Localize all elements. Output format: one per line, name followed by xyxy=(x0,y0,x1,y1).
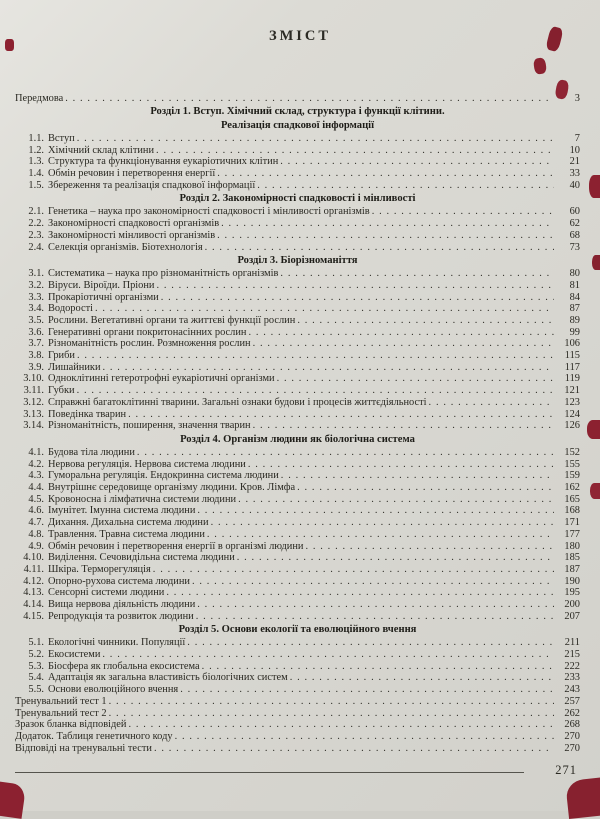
toc-entry-page: 152 xyxy=(564,446,580,458)
dot-leader xyxy=(137,447,554,459)
dot-leader xyxy=(180,684,554,696)
section-heading: Розділ 2. Закономірності спадковості і мінливості xyxy=(179,193,416,205)
toc-entry-number: 2.3. xyxy=(28,229,44,241)
toc-entry xyxy=(15,397,580,409)
toc-entry-title: Закономірності мінливості організмів xyxy=(48,229,216,241)
toc-entry xyxy=(15,93,580,105)
toc-entry-number: 4.8. xyxy=(28,528,44,540)
section-heading: Розділ 4. Організм людини як біологічна система xyxy=(180,433,415,445)
toc-entry-page: 168 xyxy=(564,505,580,517)
toc-entry-number: 3.9. xyxy=(28,361,44,373)
dot-leader xyxy=(153,564,554,576)
dot-leader xyxy=(217,168,554,180)
toc-entry-title: Кровоносна і лімфатична системи людини xyxy=(48,493,237,505)
toc-entry-title: Генеративні органи покритонасінних рослин xyxy=(48,326,247,338)
toc-entry-title: Передмова xyxy=(15,93,64,104)
toc-entry-title: Закономірності спадковості організмів xyxy=(48,218,220,230)
toc-entry xyxy=(15,168,580,180)
section-heading: Реалізація спадкової інформації xyxy=(220,119,375,131)
dot-leader xyxy=(202,661,554,673)
dot-leader xyxy=(65,93,554,105)
toc-entry xyxy=(15,470,580,482)
toc-entry xyxy=(15,743,580,755)
toc-entry xyxy=(15,206,580,218)
dot-leader xyxy=(128,719,554,731)
toc-entry-number: 4.10. xyxy=(23,552,44,564)
dot-leader xyxy=(109,696,554,708)
toc-entry-title: Внутрішнє середовище організму людини. Кров. Лімфа xyxy=(48,482,296,494)
toc-entry-number: 4.7. xyxy=(28,517,44,529)
toc-entry-page: 81 xyxy=(569,279,580,291)
dot-leader xyxy=(221,218,554,230)
toc-entry-title: Губки xyxy=(48,385,75,397)
toc-entry xyxy=(15,327,580,339)
toc-entry-number: 4.14. xyxy=(23,599,44,611)
toc-entry-page: 33 xyxy=(569,168,580,180)
cover-edge-mark xyxy=(589,175,600,198)
toc-entry-page: 10 xyxy=(569,144,580,156)
toc-entry-title: Різноманітність, поширення, значення тварин xyxy=(48,420,251,432)
cover-edge-mark xyxy=(5,39,14,51)
toc-entry-number: 2.4. xyxy=(28,241,44,253)
toc-entry-number: 4.2. xyxy=(28,458,44,470)
cover-edge-mark xyxy=(592,255,600,270)
toc-entry-number: 3.1. xyxy=(28,268,44,280)
toc-entry xyxy=(15,576,580,588)
dot-leader xyxy=(248,327,554,339)
toc-entry-page: 3 xyxy=(574,93,580,104)
toc-entry-page: 68 xyxy=(569,229,580,241)
toc-entry-page: 115 xyxy=(564,350,580,362)
toc-entry-title: Вища нервова діяльність людини xyxy=(48,599,196,611)
dot-leader xyxy=(211,517,554,529)
toc-entry-page: 124 xyxy=(564,408,580,420)
section-heading: Розділ 5. Основи екології та еволюційного вчення xyxy=(178,623,417,635)
dot-leader xyxy=(297,315,554,327)
toc-entry-page: 106 xyxy=(564,338,580,350)
toc-entry xyxy=(15,529,580,541)
page-title: ЗМІСТ xyxy=(268,28,332,44)
toc-entry xyxy=(15,684,580,696)
toc-entry-page: 243 xyxy=(564,684,580,696)
toc-entry-title: Прокаріотичні організми xyxy=(48,291,159,303)
toc-entry xyxy=(15,218,580,230)
section-heading: Розділ 1. Вступ. Хімічний склад, структура і функції клітини. xyxy=(150,106,445,118)
toc-entry xyxy=(15,303,580,315)
toc-entry-page: 268 xyxy=(564,719,580,731)
toc-entry xyxy=(15,362,580,374)
toc-entry xyxy=(15,731,580,743)
toc-entry xyxy=(15,587,580,599)
dot-leader xyxy=(253,420,554,432)
toc-entry xyxy=(15,420,580,432)
table-of-contents xyxy=(15,93,580,754)
toc-entry-number: 4.3. xyxy=(28,470,44,482)
toc-entry-number: 3.7. xyxy=(28,338,44,350)
toc-entry xyxy=(15,661,580,673)
toc-entry-number: 1.5. xyxy=(28,179,44,191)
toc-entry-number: 3.3. xyxy=(28,291,44,303)
toc-entry xyxy=(15,459,580,471)
toc-entry xyxy=(15,133,580,145)
toc-entry-page: 162 xyxy=(564,482,580,494)
toc-entry xyxy=(15,409,580,421)
toc-entry-page: 117 xyxy=(564,361,580,373)
dot-leader xyxy=(154,743,554,755)
toc-entry-title: Репродукція та розвиток людини xyxy=(48,610,194,622)
toc-entry-number: 5.1. xyxy=(28,637,44,649)
toc-entry xyxy=(15,180,580,192)
toc-entry-page: 187 xyxy=(564,563,580,575)
toc-entry xyxy=(15,494,580,506)
dot-leader xyxy=(192,576,554,588)
toc-entry-title: Сенсорні системи людини xyxy=(48,587,165,599)
dot-leader xyxy=(217,230,554,242)
dot-leader xyxy=(257,180,554,192)
toc-entry-title: Додаток. Таблиця генетичного коду xyxy=(15,730,173,742)
toc-entry-page: 21 xyxy=(569,156,580,168)
cover-edge-mark xyxy=(590,483,600,499)
toc-entry-page: 195 xyxy=(564,587,580,599)
toc-entry-title: Екологічні чинники. Популяції xyxy=(48,637,186,649)
toc-entry-title: Різноманітність рослин. Розмноження рослин xyxy=(48,338,251,350)
toc-entry-page: 89 xyxy=(569,314,580,326)
toc-entry-page: 121 xyxy=(564,385,580,397)
toc-entry-page: 62 xyxy=(569,218,580,230)
dot-leader xyxy=(207,529,554,541)
toc-entry-page: 233 xyxy=(564,672,580,684)
toc-entry-title: Селекція організмів. Біотехнологія xyxy=(48,241,203,253)
dot-leader xyxy=(103,362,554,374)
toc-entry-number: 1.1. xyxy=(28,133,44,145)
toc-entry-page: 222 xyxy=(564,660,580,672)
toc-entry-page: 185 xyxy=(564,552,580,564)
toc-entry-number: 4.4. xyxy=(28,482,44,494)
toc-entry-number: 3.2. xyxy=(28,279,44,291)
toc-entry-title: Обмін речовин і перетворення енергії в організмі людини xyxy=(48,540,304,552)
cover-edge-mark xyxy=(533,57,547,75)
toc-entry-title: Екосистеми xyxy=(48,649,101,661)
toc-entry-page: 207 xyxy=(564,610,580,622)
dot-leader xyxy=(156,280,554,292)
toc-entry xyxy=(15,350,580,362)
toc-entry-number: 2.2. xyxy=(28,218,44,230)
toc-entry-title: Шкіра. Терморегуляція xyxy=(48,563,151,575)
toc-entry-page: 73 xyxy=(569,241,580,253)
toc-entry-title: Тренувальний тест 1 xyxy=(15,695,107,707)
toc-entry-page: 7 xyxy=(574,133,580,145)
toc-entry-page: 159 xyxy=(564,470,580,482)
toc-entry-page: 165 xyxy=(564,493,580,505)
toc-entry-number: 3.4. xyxy=(28,303,44,315)
toc-entry-page: 123 xyxy=(564,396,580,408)
toc-entry-page: 200 xyxy=(564,599,580,611)
dot-leader xyxy=(253,338,554,350)
toc-entry-number: 5.3. xyxy=(28,660,44,672)
dot-leader xyxy=(109,708,554,720)
toc-entry-title: Тренувальний тест 2 xyxy=(15,707,107,719)
toc-entry xyxy=(15,315,580,327)
toc-entry-number: 2.1. xyxy=(28,206,44,218)
toc-entry xyxy=(15,599,580,611)
toc-entry-title: Виділення. Сечовидільна система людини xyxy=(48,552,235,564)
toc-entry-number: 3.8. xyxy=(28,350,44,362)
toc-entry-number: 5.2. xyxy=(28,649,44,661)
toc-entry-title: Рослини. Вегетативні органи та життєві функції рослин xyxy=(48,314,296,326)
dot-leader xyxy=(248,459,554,471)
toc-entry-title: Відповіді на тренувальні тести xyxy=(15,742,152,754)
toc-entry-page: 180 xyxy=(564,540,580,552)
toc-entry-number: 5.4. xyxy=(28,672,44,684)
toc-entry xyxy=(15,552,580,564)
toc-entry-page: 126 xyxy=(564,420,580,432)
toc-entry xyxy=(15,230,580,242)
toc-entry-title: Поведінка тварин xyxy=(48,408,127,420)
toc-entry-number: 4.11. xyxy=(23,563,44,575)
toc-entry-page: 190 xyxy=(564,575,580,587)
toc-entry-title: Генетика – наука про закономірності спадковості і мінливості організмів xyxy=(48,206,370,218)
toc-entry-title: Імунітет. Імунна система людини xyxy=(48,505,196,517)
toc-entry xyxy=(15,541,580,553)
toc-entry-title: Одноклітинні гетеротрофні еукаріотичні організми xyxy=(48,373,275,385)
toc-entry-number: 3.11. xyxy=(23,385,44,397)
dot-leader xyxy=(95,303,554,315)
toc-entry-page: 99 xyxy=(569,326,580,338)
toc-entry-number: 3.12. xyxy=(23,396,44,408)
dot-leader xyxy=(372,206,554,218)
toc-entry-title: Дихання. Дихальна система людини xyxy=(48,517,209,529)
toc-entry-page: 40 xyxy=(569,179,580,191)
dot-leader xyxy=(280,156,554,168)
toc-entry-title: Систематика – наука про різноманітність організмів xyxy=(48,268,279,280)
toc-entry-page: 211 xyxy=(564,637,580,649)
dot-leader xyxy=(161,292,554,304)
toc-entry-title: Зразок бланка відповідей xyxy=(15,719,127,731)
dot-leader xyxy=(297,482,554,494)
toc-entry xyxy=(15,637,580,649)
dot-leader xyxy=(205,242,554,254)
dot-leader xyxy=(196,611,554,623)
dot-leader xyxy=(77,385,554,397)
cover-edge-mark xyxy=(0,781,26,819)
toc-entry xyxy=(15,564,580,576)
footer-rule xyxy=(15,772,524,773)
dot-leader xyxy=(238,494,554,506)
toc-entry xyxy=(15,649,580,661)
toc-entry xyxy=(15,373,580,385)
toc-entry-number: 3.14. xyxy=(23,420,44,432)
dot-leader xyxy=(290,672,554,684)
toc-entry-number: 4.1. xyxy=(28,446,44,458)
toc-entry-title: Обмін речовин і перетворення енергії xyxy=(48,168,216,180)
toc-entry-number: 4.15. xyxy=(23,610,44,622)
toc-entry-page: 215 xyxy=(564,649,580,661)
dot-leader xyxy=(305,541,554,553)
toc-entry-number: 4.13. xyxy=(23,587,44,599)
toc-entry-page: 80 xyxy=(569,268,580,280)
cover-edge-mark xyxy=(565,777,600,819)
toc-entry-title: Збереження та реалізація спадкової інформації xyxy=(48,179,256,191)
toc-entry xyxy=(15,719,580,731)
toc-entry-page: 84 xyxy=(569,291,580,303)
toc-entry-page: 262 xyxy=(564,707,580,719)
toc-entry-number: 1.4. xyxy=(28,168,44,180)
toc-entry-number: 1.2. xyxy=(28,144,44,156)
toc-entry-title: Нервова регуляція. Нервова система людини xyxy=(48,458,246,470)
toc-entry-page: 171 xyxy=(564,517,580,529)
toc-entry xyxy=(15,611,580,623)
toc-entry-number: 3.5. xyxy=(28,314,44,326)
toc-entry-number: 4.9. xyxy=(28,540,44,552)
toc-entry xyxy=(15,268,580,280)
toc-entry xyxy=(15,145,580,157)
dot-leader xyxy=(77,350,554,362)
toc-entry xyxy=(15,447,580,459)
dot-leader xyxy=(187,637,554,649)
toc-entry-number: 3.10. xyxy=(23,373,44,385)
toc-entry xyxy=(15,338,580,350)
toc-entry-title: Лишайники xyxy=(48,361,101,373)
toc-entry-page: 87 xyxy=(569,303,580,315)
dot-leader xyxy=(166,587,554,599)
toc-entry-page: 119 xyxy=(564,373,580,385)
toc-entry xyxy=(15,242,580,254)
toc-entry-number: 4.12. xyxy=(23,575,44,587)
toc-entry xyxy=(15,482,580,494)
toc-entry xyxy=(15,156,580,168)
cover-edge-mark xyxy=(587,420,600,439)
toc-entry-number: 4.5. xyxy=(28,493,44,505)
toc-entry-title: Гуморальна регуляція. Ендокринна система людини xyxy=(48,470,279,482)
toc-entry-title: Біосфера як глобальна екосистема xyxy=(48,660,200,672)
toc-entry-page: 177 xyxy=(564,528,580,540)
toc-entry xyxy=(15,672,580,684)
toc-entry xyxy=(15,708,580,720)
toc-entry xyxy=(15,696,580,708)
toc-entry-title: Вступ xyxy=(48,133,75,145)
toc-entry-title: Основи еволюційного вчення xyxy=(48,684,179,696)
toc-entry-number: 1.3. xyxy=(28,156,44,168)
dot-leader xyxy=(281,470,554,482)
dot-leader xyxy=(237,552,554,564)
toc-entry-number: 3.6. xyxy=(28,326,44,338)
dot-leader xyxy=(280,268,554,280)
toc-entry-page: 155 xyxy=(564,458,580,470)
toc-entry-title: Справжні багатоклітинні тварини. Загальні ознаки будови і процесів життєдіяльності xyxy=(48,396,427,408)
toc-entry-title: Опорно-рухова система людини xyxy=(48,575,190,587)
toc-entry xyxy=(15,505,580,517)
toc-entry-title: Будова тіла людини xyxy=(48,446,135,458)
toc-entry-title: Віруси. Віроїди. Пріони xyxy=(48,279,155,291)
toc-entry-title: Адаптація як загальна властивість біологічних систем xyxy=(48,672,288,684)
toc-entry-title: Травлення. Травна система людини xyxy=(48,528,205,540)
toc-entry xyxy=(15,292,580,304)
section-heading: Розділ 3. Біорізноманіття xyxy=(237,254,358,266)
toc-entry-title: Гриби xyxy=(48,350,75,362)
dot-leader xyxy=(102,649,554,661)
toc-entry-number: 5.5. xyxy=(28,684,44,696)
page-number: 271 xyxy=(555,763,577,777)
dot-leader xyxy=(175,731,554,743)
dot-leader xyxy=(197,505,554,517)
toc-entry-page: 270 xyxy=(564,742,580,754)
dot-leader xyxy=(277,373,554,385)
dot-leader xyxy=(77,133,554,145)
toc-entry xyxy=(15,517,580,529)
dot-leader xyxy=(429,397,554,409)
toc-entry-page: 60 xyxy=(569,206,580,218)
toc-entry-title: Водорості xyxy=(48,303,93,315)
dot-leader xyxy=(197,599,554,611)
dot-leader xyxy=(156,145,554,157)
toc-entry-number: 3.13. xyxy=(23,408,44,420)
dot-leader xyxy=(128,409,554,421)
toc-entry xyxy=(15,385,580,397)
toc-entry xyxy=(15,280,580,292)
toc-entry-page: 270 xyxy=(564,730,580,742)
toc-entry-page: 257 xyxy=(564,695,580,707)
toc-entry-title: Хімічний склад клітини xyxy=(48,144,155,156)
toc-entry-number: 4.6. xyxy=(28,505,44,517)
toc-entry-title: Структура та функціонування еукаріотичних клітин xyxy=(48,156,279,168)
